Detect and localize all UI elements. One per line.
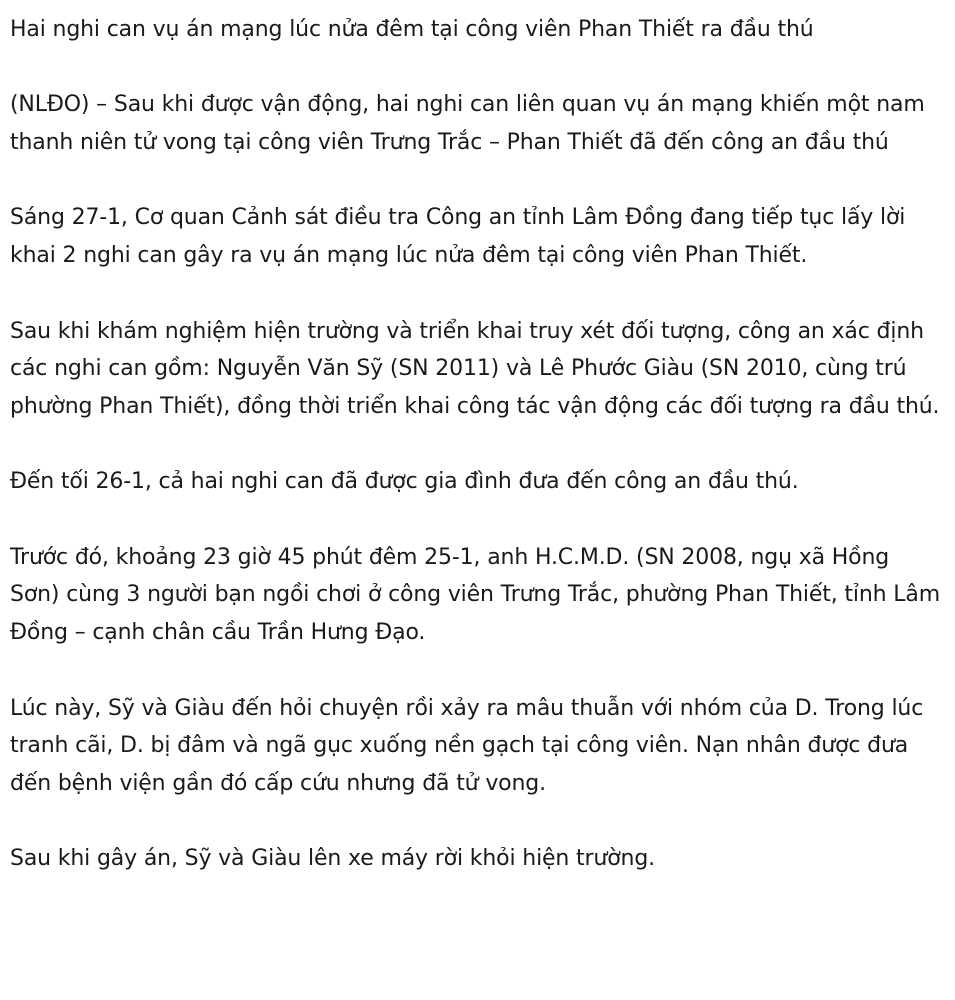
- article-paragraph: Lúc này, Sỹ và Giàu đến hỏi chuyện rồi xảy ra mâu thuẫn với nhóm của D. Trong lúc tranh cãi, D. bị đâm và ngã gục xuống nền gạch tại công viên. Nạn nhân được đưa đến bệnh viện gần đó cấp cứu nhưng đã tử vong.: [10, 695, 924, 796]
- article-body: [10, 11, 945, 916]
- article-paragraph: Sáng 27-1, Cơ quan Cảnh sát điều tra Công an tỉnh Lâm Đồng đang tiếp tục lấy lời khai 2 nghi can gây ra vụ án mạng lúc nửa đêm tại công viên Phan Thiết.: [10, 205, 906, 269]
- article-paragraph-lead: (NLĐO) – Sau khi được vận động, hai nghi can liên quan vụ án mạng khiến một nam thanh niên tử vong tại công viên Trưng Trắc – Phan Thiết đã đến công an đầu thú: [10, 92, 925, 156]
- article-paragraph: Sau khi gây án, Sỹ và Giàu lên xe máy rời khỏi hiện trường.: [10, 846, 655, 872]
- article-paragraph: Sau khi khám nghiệm hiện trường và triển khai truy xét đối tượng, công an xác định các nghi can gồm: Nguyễn Văn Sỹ (SN 2011) và Lê Phước Giàu (SN 2010, cùng trú phường Phan Thiết), đồng thời triển khai công tác vận động các đối tượng ra đầu thú.: [10, 318, 940, 419]
- article-paragraph: Trước đó, khoảng 23 giờ 45 phút đêm 25-1, anh H.C.M.D. (SN 2008, ngụ xã Hồng Sơn) cùng 3 người bạn ngồi chơi ở công viên Trưng Trắc, phường Phan Thiết, tỉnh Lâm Đồng – cạnh chân cầu Trần Hưng Đạo.: [10, 544, 940, 646]
- article-paragraph: Đến tối 26-1, cả hai nghi can đã được gia đình đưa đến công an đầu thú.: [10, 469, 799, 495]
- article-title: Hai nghi can vụ án mạng lúc nửa đêm tại công viên Phan Thiết ra đầu thú: [10, 17, 814, 42]
